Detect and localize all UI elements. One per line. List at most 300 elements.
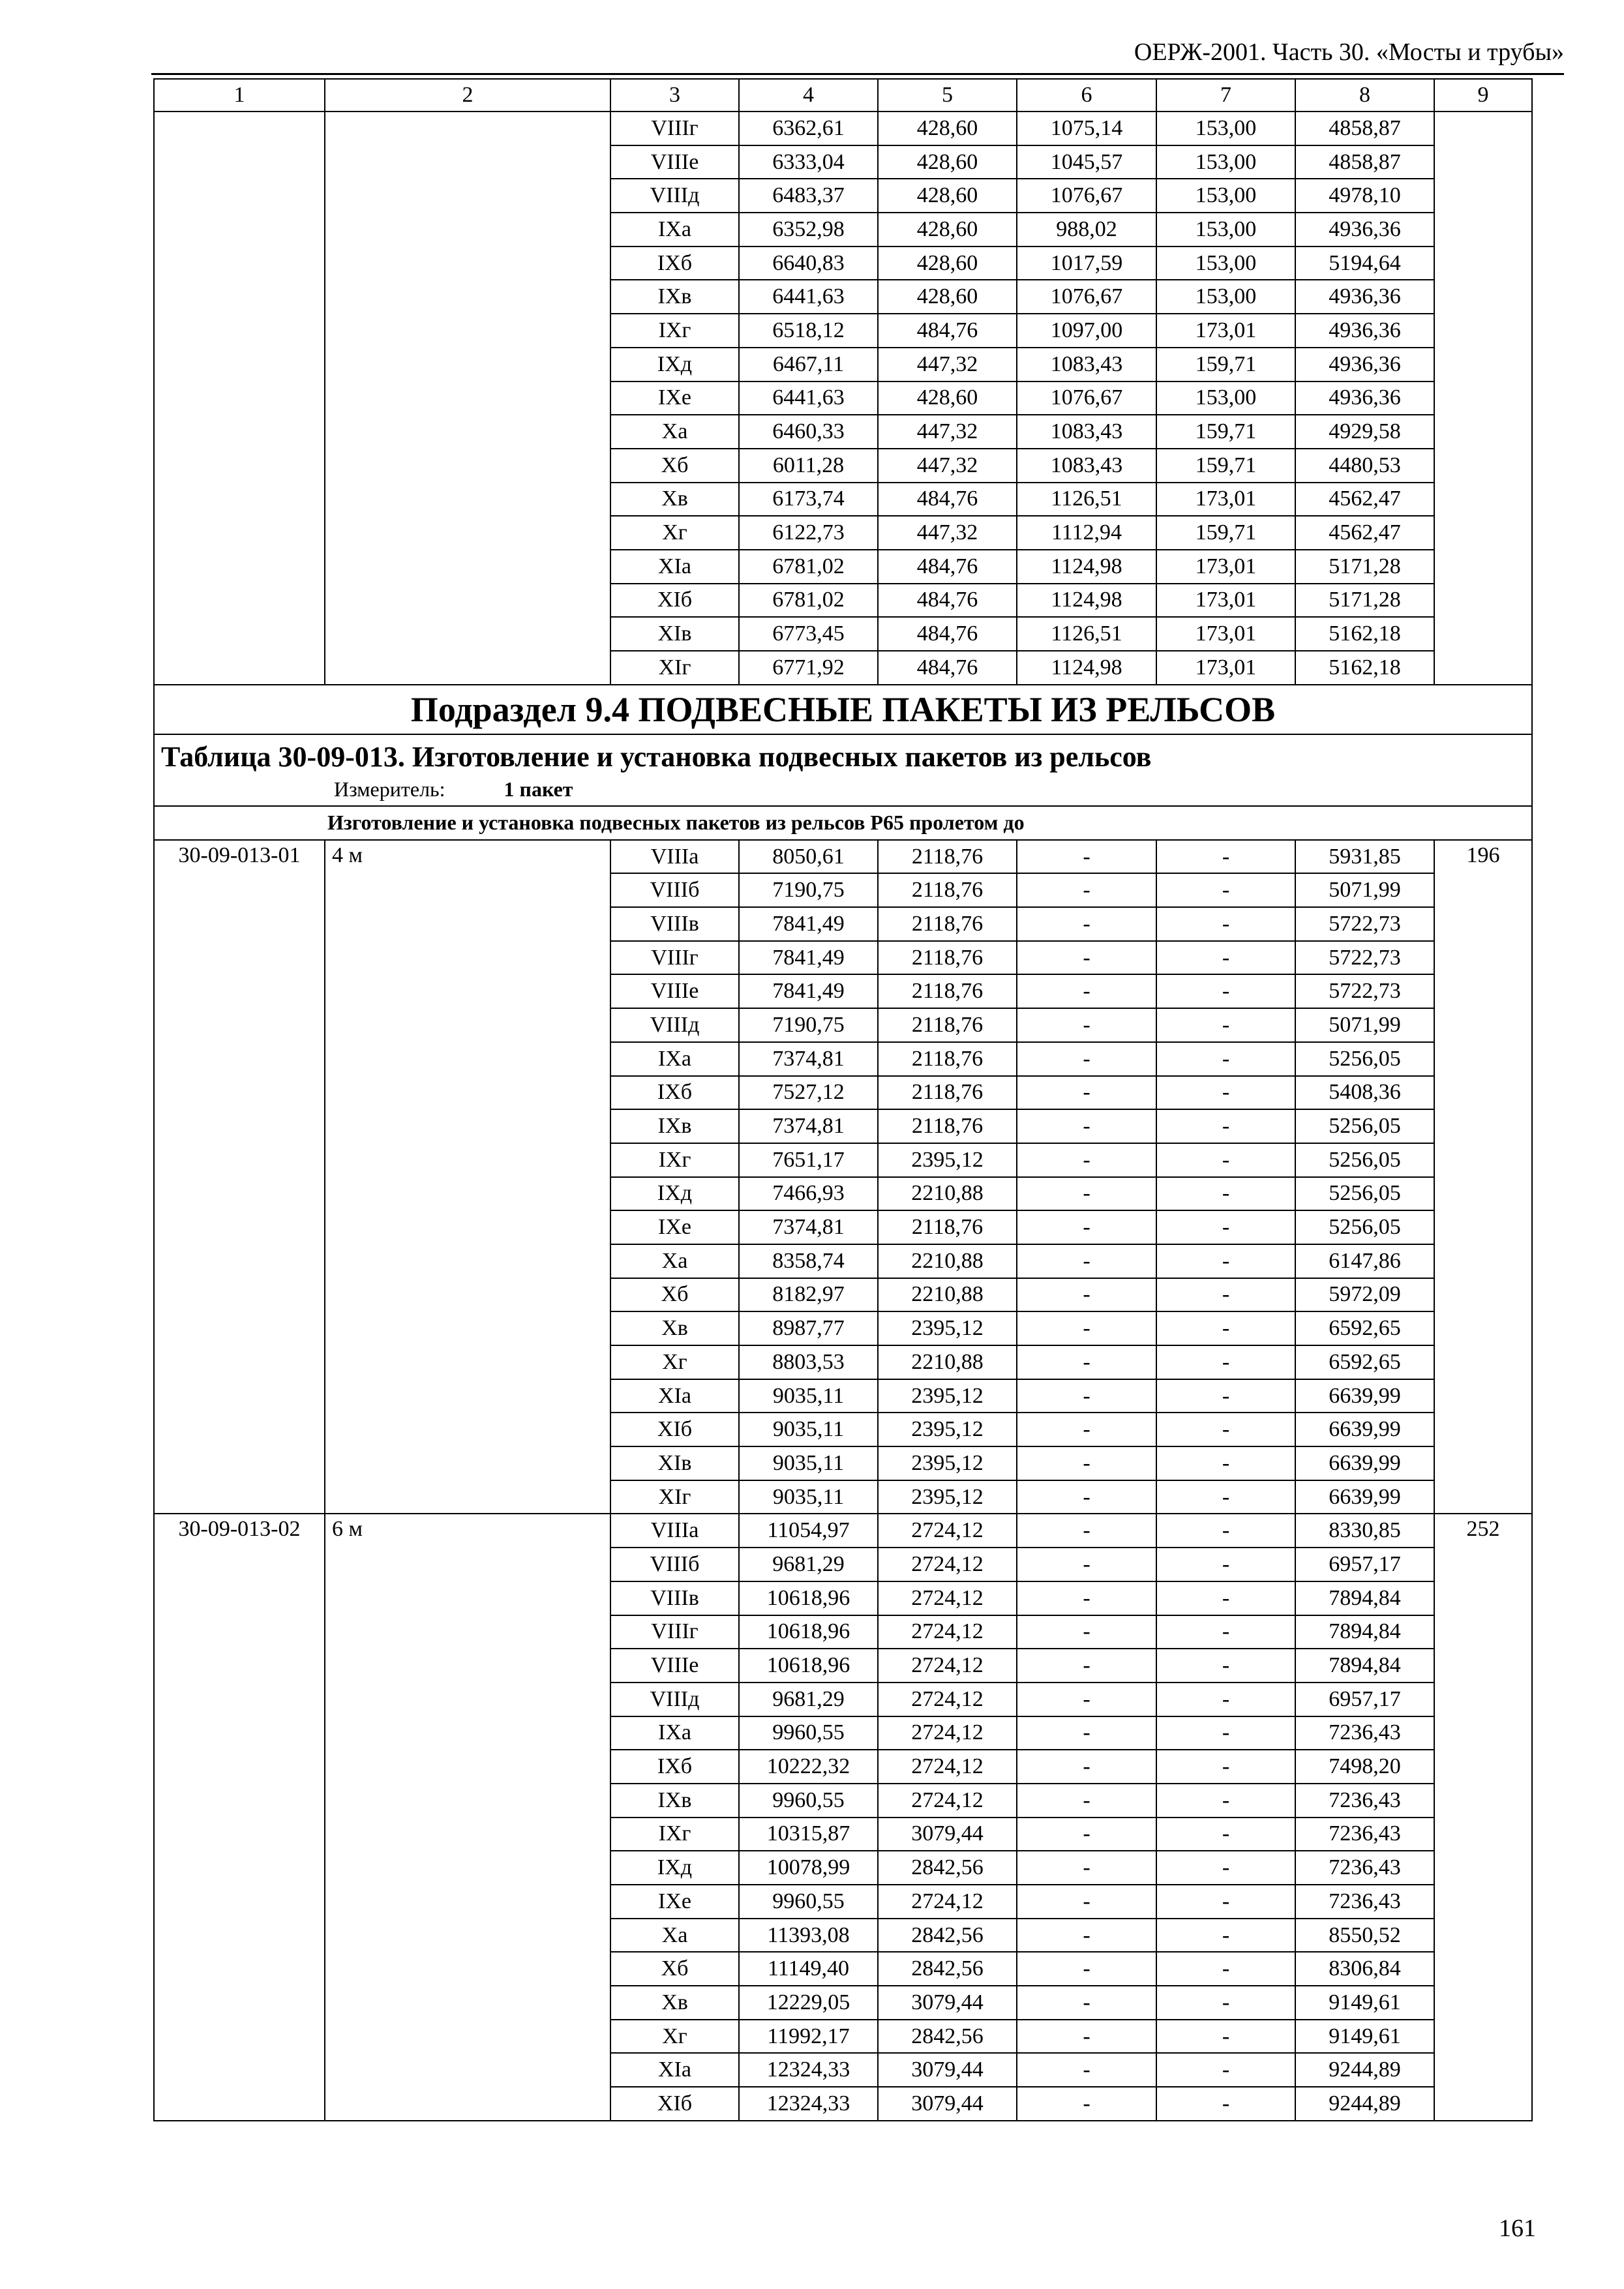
machine-operation-cell: -: [1017, 907, 1156, 941]
materials-cell: 4480,53: [1295, 449, 1434, 483]
materials-cell: 5256,05: [1295, 1143, 1434, 1177]
materials-cell: 6592,65: [1295, 1345, 1434, 1379]
materials-cell: 9149,61: [1295, 1986, 1434, 2020]
table-body: [154, 79, 1532, 2121]
subsection-title: Подраздел 9.4 ПОДВЕСНЫЕ ПАКЕТЫ ИЗ РЕЛЬСОВ: [154, 685, 1532, 734]
materials-cell: 5162,18: [1295, 617, 1434, 651]
machinist-wages-cell: -: [1156, 1311, 1295, 1345]
resource-index-cell: VIIIa: [610, 1514, 739, 1548]
materials-cell: 4562,47: [1295, 483, 1434, 516]
labor-wages-cell: 2210,88: [878, 1177, 1017, 1211]
machinist-wages-cell: -: [1156, 1683, 1295, 1716]
item-extra: 252: [1434, 1514, 1532, 2120]
machine-operation-cell: 1076,67: [1017, 382, 1156, 415]
labor-wages-cell: 3079,44: [878, 2053, 1017, 2087]
labor-wages-cell: 2210,88: [878, 1278, 1017, 1312]
direct-costs-cell: 9681,29: [739, 1548, 878, 1581]
direct-costs-cell: 9035,11: [739, 1446, 878, 1480]
column-numbers-row: [154, 79, 1532, 112]
machinist-wages-cell: 159,71: [1156, 415, 1295, 449]
machinist-wages-cell: -: [1156, 1514, 1295, 1548]
labor-wages-cell: 484,76: [878, 617, 1017, 651]
machine-operation-cell: -: [1017, 1885, 1156, 1919]
labor-wages-cell: 2395,12: [878, 1446, 1017, 1480]
materials-cell: 7498,20: [1295, 1750, 1434, 1784]
machine-operation-cell: -: [1017, 1649, 1156, 1683]
machinist-wages-cell: -: [1156, 2020, 1295, 2054]
column-number: 8: [1295, 79, 1434, 112]
code-cell: [154, 112, 325, 685]
direct-costs-cell: 7466,93: [739, 1177, 878, 1211]
machinist-wages-cell: -: [1156, 1480, 1295, 1514]
materials-cell: 8306,84: [1295, 1952, 1434, 1986]
direct-costs-cell: 6352,98: [739, 213, 878, 247]
machinist-wages-cell: -: [1156, 840, 1295, 874]
materials-cell: 7236,43: [1295, 1885, 1434, 1919]
materials-cell: 5171,28: [1295, 584, 1434, 618]
machinist-wages-cell: -: [1156, 1446, 1295, 1480]
labor-wages-cell: 428,60: [878, 145, 1017, 179]
resource-index-cell: XIa: [610, 1379, 739, 1413]
labor-wages-cell: 2724,12: [878, 1683, 1017, 1716]
resource-index-cell: IXд: [610, 1851, 739, 1885]
machine-operation-cell: -: [1017, 1446, 1156, 1480]
machinist-wages-cell: 153,00: [1156, 179, 1295, 213]
resource-index-cell: Xв: [610, 1986, 739, 2020]
direct-costs-cell: 7841,49: [739, 941, 878, 975]
resource-index-cell: VIIIб: [610, 1548, 739, 1581]
machinist-wages-cell: 153,00: [1156, 112, 1295, 145]
materials-cell: 4936,36: [1295, 348, 1434, 382]
machinist-wages-cell: -: [1156, 1109, 1295, 1143]
machine-operation-cell: -: [1017, 1952, 1156, 1986]
resource-index-cell: XIa: [610, 2053, 739, 2087]
labor-wages-cell: 2395,12: [878, 1311, 1017, 1345]
machinist-wages-cell: -: [1156, 1750, 1295, 1784]
materials-cell: 7236,43: [1295, 1716, 1434, 1750]
machine-operation-cell: 1083,43: [1017, 415, 1156, 449]
labor-wages-cell: 2118,76: [878, 840, 1017, 874]
labor-wages-cell: 428,60: [878, 382, 1017, 415]
labor-wages-cell: 2118,76: [878, 907, 1017, 941]
materials-cell: 6639,99: [1295, 1413, 1434, 1446]
materials-cell: 4858,87: [1295, 145, 1434, 179]
resource-index-cell: IXб: [610, 1750, 739, 1784]
materials-cell: 5162,18: [1295, 651, 1434, 685]
direct-costs-cell: 7190,75: [739, 1008, 878, 1042]
resource-index-cell: VIIIб: [610, 873, 739, 907]
machine-operation-cell: -: [1017, 1851, 1156, 1885]
materials-cell: 5194,64: [1295, 247, 1434, 280]
materials-cell: 5722,73: [1295, 907, 1434, 941]
direct-costs-cell: 10222,32: [739, 1750, 878, 1784]
resource-index-cell: Xг: [610, 2020, 739, 2054]
materials-cell: 5931,85: [1295, 840, 1434, 874]
machine-operation-cell: 1076,67: [1017, 280, 1156, 314]
resource-index-cell: Xв: [610, 483, 739, 516]
materials-cell: 9244,89: [1295, 2087, 1434, 2121]
materials-cell: 5256,05: [1295, 1109, 1434, 1143]
item-code: 30-09-013-01: [154, 840, 325, 1514]
labor-wages-cell: 2842,56: [878, 1851, 1017, 1885]
direct-costs-cell: 6781,02: [739, 550, 878, 584]
materials-cell: 8330,85: [1295, 1514, 1434, 1548]
materials-cell: 9149,61: [1295, 2020, 1434, 2054]
direct-costs-cell: 10315,87: [739, 1818, 878, 1851]
materials-cell: 5722,73: [1295, 941, 1434, 975]
table-title: Таблица 30-09-013. Изготовление и установка подвесных пакетов из рельсов: [161, 740, 1152, 773]
labor-wages-cell: 2118,76: [878, 1076, 1017, 1110]
table-title-cell: [154, 734, 1532, 806]
resource-index-cell: IXв: [610, 280, 739, 314]
materials-cell: 6592,65: [1295, 1311, 1434, 1345]
resource-index-cell: XIг: [610, 651, 739, 685]
column-number: 3: [610, 79, 739, 112]
column-number: 6: [1017, 79, 1156, 112]
machine-operation-cell: 1083,43: [1017, 348, 1156, 382]
materials-cell: 4936,36: [1295, 280, 1434, 314]
materials-cell: 9244,89: [1295, 2053, 1434, 2087]
materials-cell: 7236,43: [1295, 1784, 1434, 1818]
machinist-wages-cell: 153,00: [1156, 280, 1295, 314]
machine-operation-cell: -: [1017, 840, 1156, 874]
machine-operation-cell: 1076,67: [1017, 179, 1156, 213]
machinist-wages-cell: -: [1156, 1952, 1295, 1986]
materials-cell: 6147,86: [1295, 1244, 1434, 1278]
machinist-wages-cell: 173,01: [1156, 651, 1295, 685]
machinist-wages-cell: 173,01: [1156, 550, 1295, 584]
machine-operation-cell: -: [1017, 1615, 1156, 1649]
extra-cell: [1434, 112, 1532, 685]
labor-wages-cell: 447,32: [878, 415, 1017, 449]
machine-operation-cell: -: [1017, 1480, 1156, 1514]
item-code: 30-09-013-02: [154, 1514, 325, 2120]
labor-wages-cell: 484,76: [878, 584, 1017, 618]
direct-costs-cell: 7374,81: [739, 1210, 878, 1244]
resource-index-cell: IXв: [610, 1784, 739, 1818]
labor-wages-cell: 2395,12: [878, 1413, 1017, 1446]
resource-index-cell: Xб: [610, 449, 739, 483]
labor-wages-cell: 2210,88: [878, 1345, 1017, 1379]
machine-operation-cell: 1126,51: [1017, 483, 1156, 516]
rates-table: [153, 78, 1533, 2121]
resource-index-cell: XIв: [610, 617, 739, 651]
table-row: [154, 1514, 1532, 1548]
resource-index-cell: XIб: [610, 1413, 739, 1446]
resource-index-cell: VIIIв: [610, 907, 739, 941]
direct-costs-cell: 7841,49: [739, 974, 878, 1008]
materials-cell: 7894,84: [1295, 1581, 1434, 1615]
machinist-wages-cell: -: [1156, 1076, 1295, 1110]
column-number: 9: [1434, 79, 1532, 112]
labor-wages-cell: 2118,76: [878, 1210, 1017, 1244]
resource-index-cell: IXб: [610, 1076, 739, 1110]
labor-wages-cell: 2724,12: [878, 1615, 1017, 1649]
direct-costs-cell: 11054,97: [739, 1514, 878, 1548]
materials-cell: 7894,84: [1295, 1649, 1434, 1683]
machinist-wages-cell: -: [1156, 1649, 1295, 1683]
direct-costs-cell: 9960,55: [739, 1885, 878, 1919]
resource-index-cell: IXa: [610, 213, 739, 247]
resource-index-cell: Xa: [610, 1244, 739, 1278]
direct-costs-cell: 7374,81: [739, 1042, 878, 1076]
machine-operation-cell: -: [1017, 1278, 1156, 1312]
machine-operation-cell: -: [1017, 1683, 1156, 1716]
machine-operation-cell: -: [1017, 1076, 1156, 1110]
machine-operation-cell: -: [1017, 1750, 1156, 1784]
labor-wages-cell: 484,76: [878, 314, 1017, 348]
labor-wages-cell: 2395,12: [878, 1143, 1017, 1177]
machine-operation-cell: 988,02: [1017, 213, 1156, 247]
column-number: 4: [739, 79, 878, 112]
labor-wages-cell: 3079,44: [878, 2087, 1017, 2121]
labor-wages-cell: 447,32: [878, 449, 1017, 483]
direct-costs-cell: 9035,11: [739, 1413, 878, 1446]
direct-costs-cell: 12324,33: [739, 2053, 878, 2087]
labor-wages-cell: 2395,12: [878, 1379, 1017, 1413]
machine-operation-cell: -: [1017, 1716, 1156, 1750]
labor-wages-cell: 428,60: [878, 247, 1017, 280]
machinist-wages-cell: -: [1156, 1042, 1295, 1076]
direct-costs-cell: 6173,74: [739, 483, 878, 516]
machinist-wages-cell: -: [1156, 1716, 1295, 1750]
direct-costs-cell: 6518,12: [739, 314, 878, 348]
machine-operation-cell: 1045,57: [1017, 145, 1156, 179]
column-number: 5: [878, 79, 1017, 112]
resource-index-cell: VIIIe: [610, 974, 739, 1008]
machine-operation-cell: -: [1017, 974, 1156, 1008]
page-header-title: ОЕРЖ-2001. Часть 30. «Мосты и трубы»: [1134, 38, 1564, 66]
resource-index-cell: IXд: [610, 1177, 739, 1211]
machinist-wages-cell: 173,01: [1156, 314, 1295, 348]
materials-cell: 6639,99: [1295, 1446, 1434, 1480]
resource-index-cell: Xг: [610, 516, 739, 550]
machinist-wages-cell: -: [1156, 1210, 1295, 1244]
direct-costs-cell: 10618,96: [739, 1615, 878, 1649]
materials-cell: 5722,73: [1295, 974, 1434, 1008]
machinist-wages-cell: 173,01: [1156, 584, 1295, 618]
materials-cell: 5972,09: [1295, 1278, 1434, 1312]
materials-cell: 4936,36: [1295, 314, 1434, 348]
machine-operation-cell: -: [1017, 1413, 1156, 1446]
resource-index-cell: IXг: [610, 314, 739, 348]
machine-operation-cell: -: [1017, 1008, 1156, 1042]
machine-operation-cell: 1097,00: [1017, 314, 1156, 348]
group-title-row: [154, 806, 1532, 840]
direct-costs-cell: 9681,29: [739, 1683, 878, 1716]
machinist-wages-cell: 153,00: [1156, 213, 1295, 247]
labor-wages-cell: 2842,56: [878, 1952, 1017, 1986]
machinist-wages-cell: -: [1156, 941, 1295, 975]
direct-costs-cell: 10078,99: [739, 1851, 878, 1885]
machine-operation-cell: -: [1017, 1244, 1156, 1278]
materials-cell: 4936,36: [1295, 213, 1434, 247]
materials-cell: 6957,17: [1295, 1683, 1434, 1716]
machine-operation-cell: -: [1017, 1818, 1156, 1851]
direct-costs-cell: 8050,61: [739, 840, 878, 874]
resource-index-cell: IXe: [610, 382, 739, 415]
resource-index-cell: IXe: [610, 1210, 739, 1244]
machine-operation-cell: 1126,51: [1017, 617, 1156, 651]
resource-index-cell: VIIIв: [610, 1581, 739, 1615]
item-name: 6 м: [325, 1514, 610, 2120]
direct-costs-cell: 6640,83: [739, 247, 878, 280]
machinist-wages-cell: -: [1156, 1143, 1295, 1177]
resource-index-cell: IXб: [610, 247, 739, 280]
machine-operation-cell: -: [1017, 2087, 1156, 2121]
group-title: Изготовление и установка подвесных пакетов из рельсов Р65 пролетом до: [154, 806, 1532, 840]
materials-cell: 4929,58: [1295, 415, 1434, 449]
direct-costs-cell: 11992,17: [739, 2020, 878, 2054]
materials-cell: 4858,87: [1295, 112, 1434, 145]
machinist-wages-cell: -: [1156, 1379, 1295, 1413]
resource-index-cell: VIIIe: [610, 145, 739, 179]
labor-wages-cell: 2118,76: [878, 873, 1017, 907]
machine-operation-cell: -: [1017, 941, 1156, 975]
materials-cell: 5071,99: [1295, 873, 1434, 907]
materials-cell: 7236,43: [1295, 1818, 1434, 1851]
machinist-wages-cell: -: [1156, 873, 1295, 907]
direct-costs-cell: 10618,96: [739, 1649, 878, 1683]
resource-index-cell: IXa: [610, 1716, 739, 1750]
machine-operation-cell: -: [1017, 1177, 1156, 1211]
machinist-wages-cell: -: [1156, 907, 1295, 941]
direct-costs-cell: 6781,02: [739, 584, 878, 618]
direct-costs-cell: 12229,05: [739, 1986, 878, 2020]
machinist-wages-cell: -: [1156, 1244, 1295, 1278]
resource-index-cell: IXг: [610, 1143, 739, 1177]
machinist-wages-cell: -: [1156, 2053, 1295, 2087]
resource-index-cell: Xa: [610, 1919, 739, 1952]
materials-cell: 5256,05: [1295, 1210, 1434, 1244]
resource-index-cell: VIIIд: [610, 179, 739, 213]
labor-wages-cell: 2724,12: [878, 1581, 1017, 1615]
labor-wages-cell: 2118,76: [878, 1109, 1017, 1143]
resource-index-cell: IXд: [610, 348, 739, 382]
materials-cell: 5256,05: [1295, 1177, 1434, 1211]
labor-wages-cell: 2842,56: [878, 2020, 1017, 2054]
machinist-wages-cell: 173,01: [1156, 483, 1295, 516]
machinist-wages-cell: -: [1156, 1784, 1295, 1818]
machinist-wages-cell: 159,71: [1156, 449, 1295, 483]
column-number: 1: [154, 79, 325, 112]
machinist-wages-cell: -: [1156, 1818, 1295, 1851]
resource-index-cell: VIIIд: [610, 1008, 739, 1042]
labor-wages-cell: 447,32: [878, 516, 1017, 550]
direct-costs-cell: 7190,75: [739, 873, 878, 907]
labor-wages-cell: 428,60: [878, 213, 1017, 247]
materials-cell: 4562,47: [1295, 516, 1434, 550]
labor-wages-cell: 2842,56: [878, 1919, 1017, 1952]
item-extra: 196: [1434, 840, 1532, 1514]
direct-costs-cell: 7841,49: [739, 907, 878, 941]
resource-index-cell: Xб: [610, 1278, 739, 1312]
labor-wages-cell: 2118,76: [878, 941, 1017, 975]
materials-cell: 6957,17: [1295, 1548, 1434, 1581]
direct-costs-cell: 8182,97: [739, 1278, 878, 1312]
labor-wages-cell: 484,76: [878, 550, 1017, 584]
direct-costs-cell: 6483,37: [739, 179, 878, 213]
resource-index-cell: XIб: [610, 2087, 739, 2121]
resource-index-cell: Xa: [610, 415, 739, 449]
labor-wages-cell: 428,60: [878, 112, 1017, 145]
resource-index-cell: VIIIг: [610, 112, 739, 145]
direct-costs-cell: 6771,92: [739, 651, 878, 685]
labor-wages-cell: 2724,12: [878, 1514, 1017, 1548]
direct-costs-cell: 6441,63: [739, 382, 878, 415]
machine-operation-cell: -: [1017, 1986, 1156, 2020]
labor-wages-cell: 2724,12: [878, 1784, 1017, 1818]
materials-cell: 4936,36: [1295, 382, 1434, 415]
resource-index-cell: IXв: [610, 1109, 739, 1143]
direct-costs-cell: 6122,73: [739, 516, 878, 550]
machine-operation-cell: -: [1017, 1784, 1156, 1818]
direct-costs-cell: 12324,33: [739, 2087, 878, 2121]
machinist-wages-cell: -: [1156, 1008, 1295, 1042]
materials-cell: 7894,84: [1295, 1615, 1434, 1649]
meter-label: Измеритель:: [334, 777, 445, 801]
machinist-wages-cell: -: [1156, 1413, 1295, 1446]
machine-operation-cell: -: [1017, 1210, 1156, 1244]
labor-wages-cell: 484,76: [878, 483, 1017, 516]
machine-operation-cell: 1017,59: [1017, 247, 1156, 280]
machinist-wages-cell: 153,00: [1156, 145, 1295, 179]
labor-wages-cell: 2118,76: [878, 1042, 1017, 1076]
direct-costs-cell: 6441,63: [739, 280, 878, 314]
machinist-wages-cell: -: [1156, 1581, 1295, 1615]
resource-index-cell: VIIIд: [610, 1683, 739, 1716]
name-cell: [325, 112, 610, 685]
resource-index-cell: Xв: [610, 1311, 739, 1345]
machine-operation-cell: -: [1017, 1345, 1156, 1379]
table-row: [154, 840, 1532, 874]
machine-operation-cell: -: [1017, 2053, 1156, 2087]
machinist-wages-cell: -: [1156, 1851, 1295, 1885]
resource-index-cell: VIIIг: [610, 1615, 739, 1649]
machinist-wages-cell: -: [1156, 974, 1295, 1008]
resource-index-cell: VIIIг: [610, 941, 739, 975]
materials-cell: 8550,52: [1295, 1919, 1434, 1952]
direct-costs-cell: 10618,96: [739, 1581, 878, 1615]
labor-wages-cell: 2395,12: [878, 1480, 1017, 1514]
machinist-wages-cell: -: [1156, 1986, 1295, 2020]
direct-costs-cell: 6460,33: [739, 415, 878, 449]
machine-operation-cell: 1083,43: [1017, 449, 1156, 483]
labor-wages-cell: 3079,44: [878, 1818, 1017, 1851]
labor-wages-cell: 2724,12: [878, 1750, 1017, 1784]
direct-costs-cell: 11149,40: [739, 1952, 878, 1986]
machinist-wages-cell: -: [1156, 1177, 1295, 1211]
table-title-row: [154, 734, 1532, 806]
machine-operation-cell: -: [1017, 1919, 1156, 1952]
item-name: 4 м: [325, 840, 610, 1514]
materials-cell: 5408,36: [1295, 1076, 1434, 1110]
machinist-wages-cell: -: [1156, 1885, 1295, 1919]
materials-cell: 6639,99: [1295, 1379, 1434, 1413]
direct-costs-cell: 9960,55: [739, 1716, 878, 1750]
labor-wages-cell: 2118,76: [878, 974, 1017, 1008]
machinist-wages-cell: 159,71: [1156, 516, 1295, 550]
resource-index-cell: Xг: [610, 1345, 739, 1379]
direct-costs-cell: 8803,53: [739, 1345, 878, 1379]
machinist-wages-cell: -: [1156, 1345, 1295, 1379]
labor-wages-cell: 484,76: [878, 651, 1017, 685]
direct-costs-cell: 6467,11: [739, 348, 878, 382]
resource-index-cell: IXг: [610, 1818, 739, 1851]
labor-wages-cell: 3079,44: [878, 1986, 1017, 2020]
machine-operation-cell: 1112,94: [1017, 516, 1156, 550]
direct-costs-cell: 11393,08: [739, 1919, 878, 1952]
